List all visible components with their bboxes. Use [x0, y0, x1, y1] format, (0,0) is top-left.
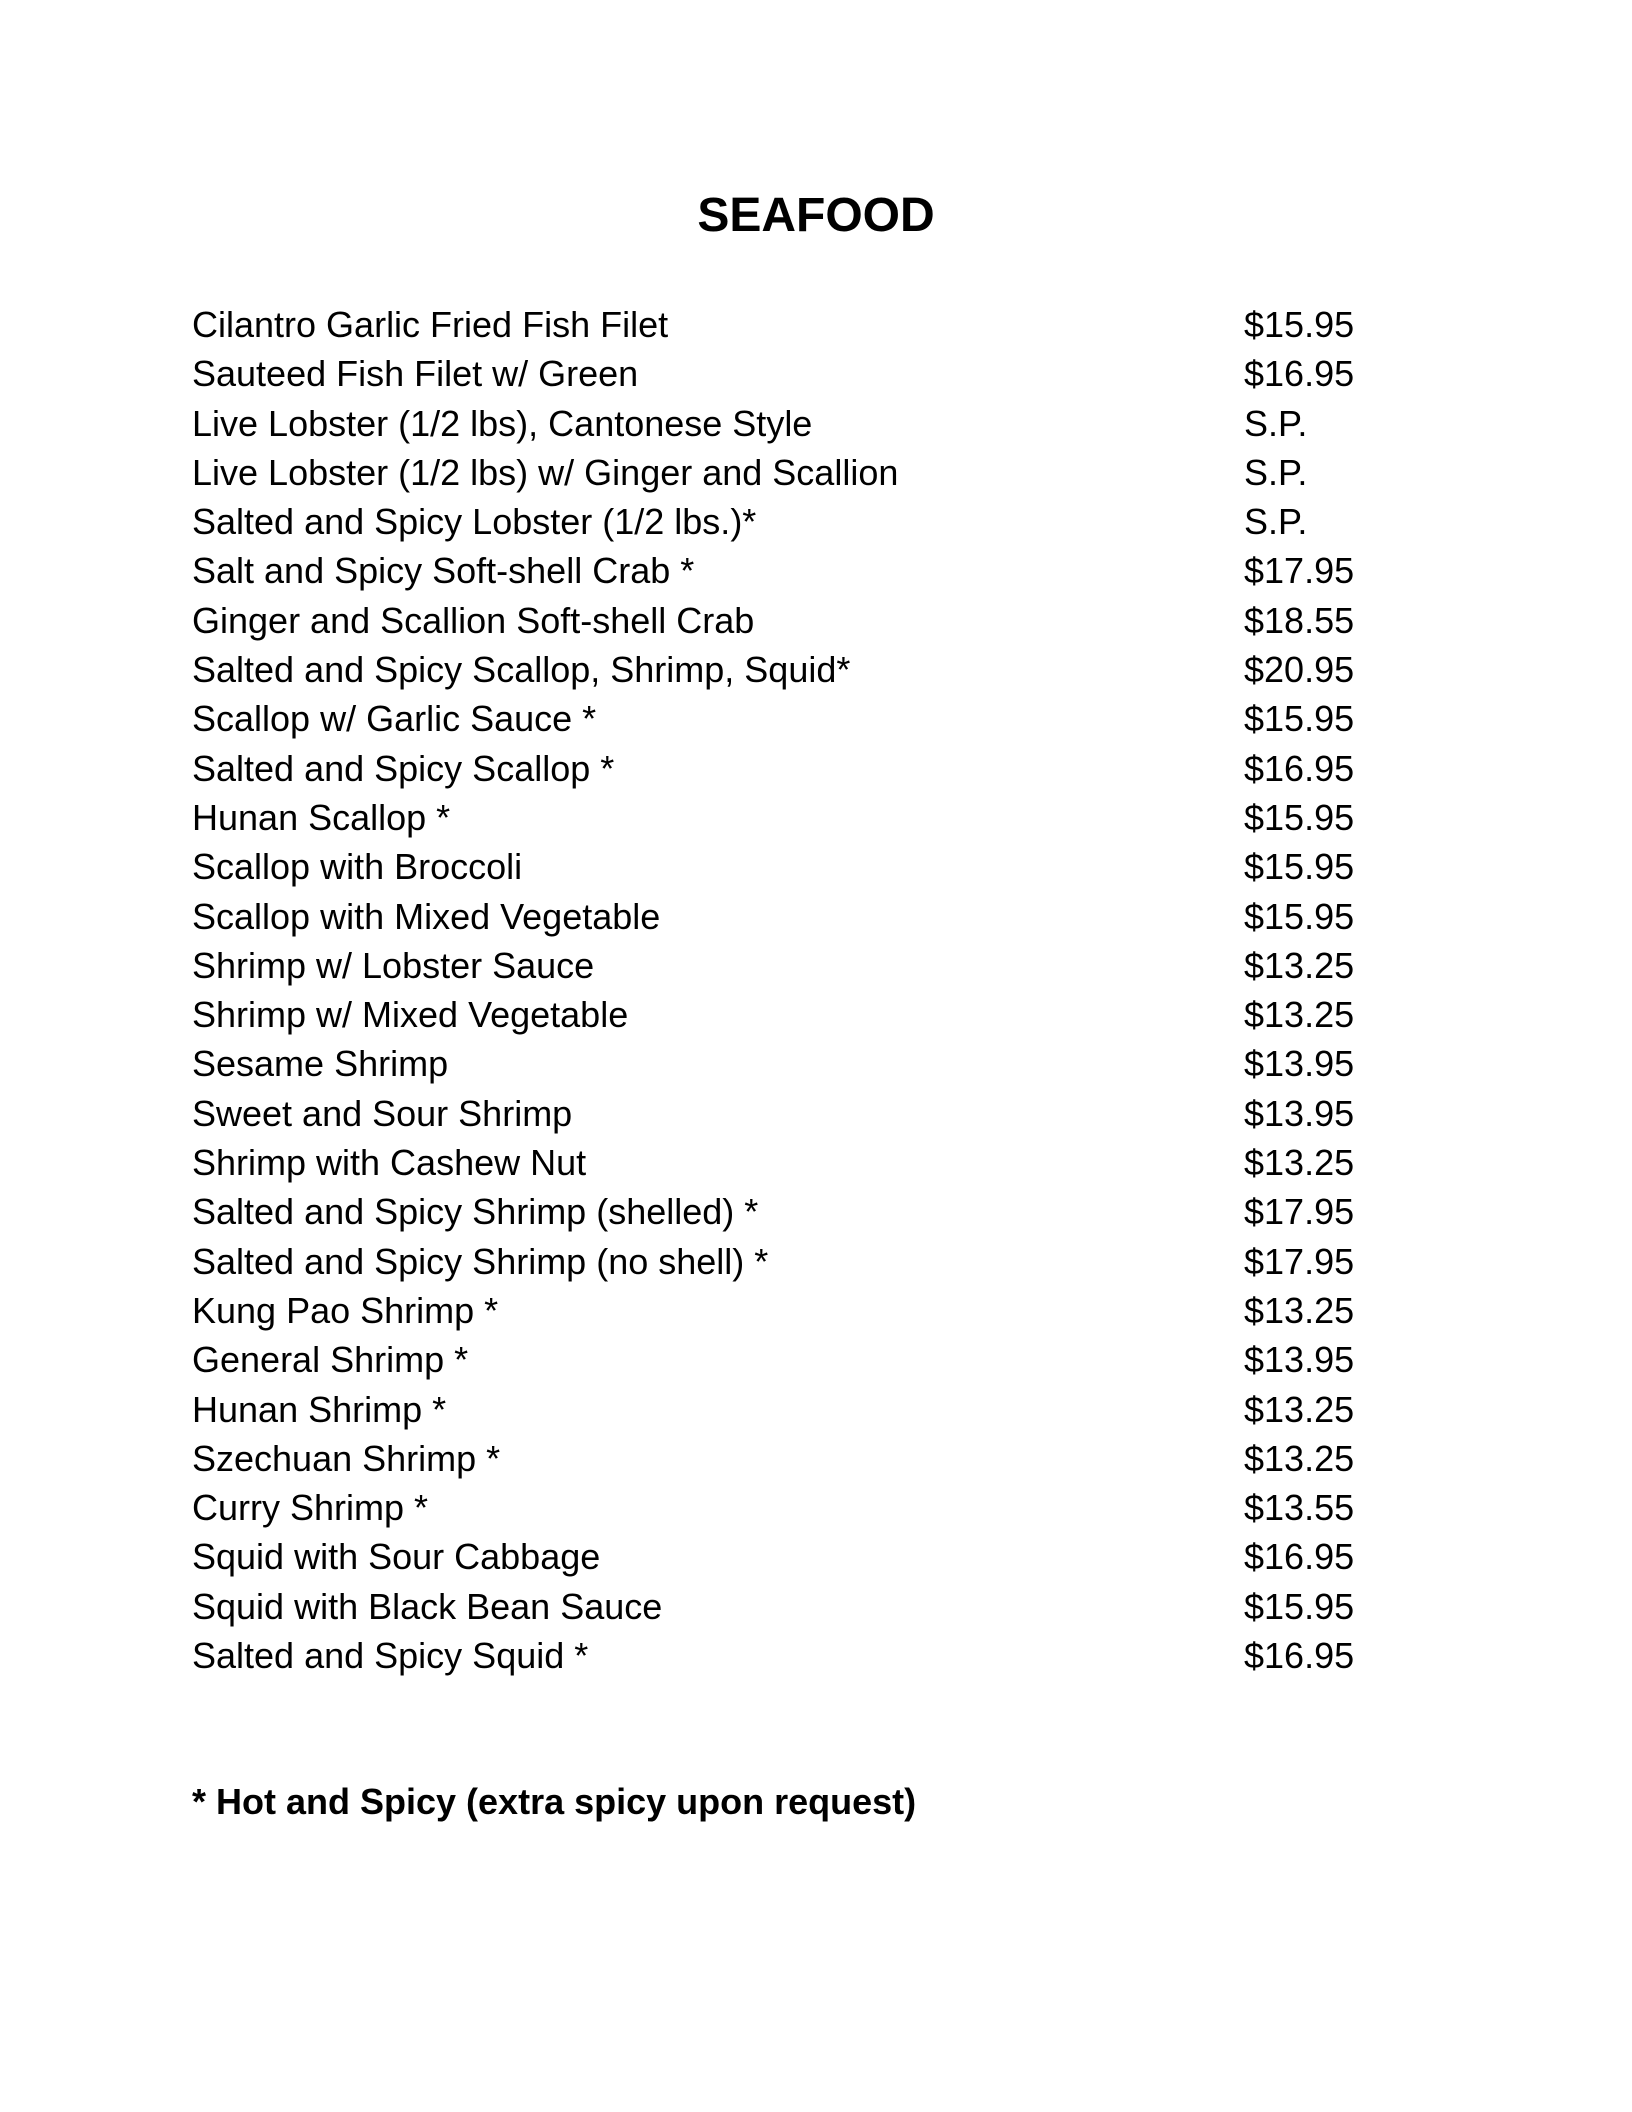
item-name: Scallop with Mixed Vegetable — [192, 895, 661, 937]
menu-item — [192, 448, 1392, 497]
item-name: Live Lobster (1/2 lbs) w/ Ginger and Scallion — [192, 451, 899, 493]
menu-item — [192, 1631, 1392, 1680]
item-price: $16.95 — [1244, 1536, 1355, 1578]
item-name: Salted and Spicy Scallop * — [192, 747, 615, 789]
menu-item — [192, 497, 1392, 546]
menu-item — [192, 793, 1392, 842]
item-price: $13.95 — [1244, 1092, 1355, 1134]
item-price: $17.95 — [1244, 550, 1355, 592]
item-name: Sauteed Fish Filet w/ Green — [192, 353, 639, 395]
menu-item — [192, 1532, 1392, 1581]
item-name: Curry Shrimp * — [192, 1487, 429, 1529]
item-name: Hunan Scallop * — [192, 796, 451, 838]
menu-item — [192, 399, 1392, 448]
item-price: $13.25 — [1244, 1142, 1355, 1184]
item-name: Hunan Shrimp * — [192, 1388, 447, 1430]
menu-item — [192, 546, 1392, 595]
menu-item — [192, 842, 1392, 891]
item-name: Sesame Shrimp — [192, 1043, 449, 1085]
item-price: $15.95 — [1244, 698, 1355, 740]
item-name: Salted and Spicy Shrimp (no shell) * — [192, 1240, 769, 1282]
menu-item — [192, 1483, 1392, 1532]
item-price: $20.95 — [1244, 649, 1355, 691]
item-name: Live Lobster (1/2 lbs), Cantonese Style — [192, 402, 813, 444]
page-title: SEAFOOD — [697, 189, 935, 242]
item-name: Szechuan Shrimp * — [192, 1437, 501, 1479]
item-price: $13.25 — [1244, 1388, 1355, 1430]
item-price: $13.95 — [1244, 1043, 1355, 1085]
item-name: Cilantro Garlic Fried Fish Filet — [192, 304, 669, 345]
item-price: $17.95 — [1244, 1240, 1355, 1282]
menu-item — [192, 1335, 1392, 1384]
item-name: Squid with Sour Cabbage — [192, 1536, 601, 1578]
item-price: $15.95 — [1244, 1585, 1355, 1627]
item-price: $13.95 — [1244, 1339, 1355, 1381]
item-name: General Shrimp * — [192, 1339, 469, 1381]
item-price: $16.95 — [1244, 747, 1355, 789]
item-name: Salt and Spicy Soft-shell Crab * — [192, 550, 695, 592]
item-price: $16.95 — [1244, 353, 1355, 395]
menu-item — [192, 744, 1392, 793]
item-price: $15.95 — [1244, 304, 1355, 345]
item-price: $13.25 — [1244, 1289, 1355, 1331]
menu-item — [192, 596, 1392, 645]
item-name: Salted and Spicy Squid * — [192, 1635, 589, 1677]
item-price: $13.25 — [1244, 994, 1355, 1036]
menu-item — [192, 1385, 1392, 1434]
item-price: S.P. — [1244, 501, 1308, 543]
spicy-footnote: * Hot and Spicy (extra spicy upon request) — [192, 1781, 917, 1822]
menu-item — [192, 1138, 1392, 1187]
item-name: Sweet and Sour Shrimp — [192, 1092, 573, 1134]
menu-item — [192, 300, 1392, 349]
item-name: Shrimp with Cashew Nut — [192, 1142, 587, 1184]
menu-item — [192, 694, 1392, 743]
menu-item — [192, 892, 1392, 941]
menu-item — [192, 941, 1392, 990]
menu-item — [192, 1187, 1392, 1236]
item-price: S.P. — [1244, 402, 1308, 444]
item-price: $16.95 — [1244, 1635, 1355, 1677]
item-name: Shrimp w/ Lobster Sauce — [192, 944, 595, 986]
item-name: Salted and Spicy Scallop, Shrimp, Squid* — [192, 649, 851, 691]
item-price: $13.25 — [1244, 1437, 1355, 1479]
item-name: Ginger and Scallion Soft-shell Crab — [192, 599, 755, 641]
menu-item — [192, 1089, 1392, 1138]
item-price: $18.55 — [1244, 599, 1355, 641]
item-name: Salted and Spicy Shrimp (shelled) * — [192, 1191, 759, 1233]
item-name: Salted and Spicy Lobster (1/2 lbs.)* — [192, 501, 757, 543]
menu-item — [192, 1237, 1392, 1286]
item-price: $17.95 — [1244, 1191, 1355, 1233]
item-price: $13.55 — [1244, 1487, 1355, 1529]
item-name: Scallop with Broccoli — [192, 846, 523, 888]
item-price: $15.95 — [1244, 846, 1355, 888]
item-name: Shrimp w/ Mixed Vegetable — [192, 994, 629, 1036]
item-price: $15.95 — [1244, 895, 1355, 937]
menu-item — [192, 349, 1392, 398]
menu-list — [192, 300, 1392, 1680]
menu-item — [192, 1434, 1392, 1483]
item-name: Scallop w/ Garlic Sauce * — [192, 698, 597, 740]
item-name: Kung Pao Shrimp * — [192, 1289, 499, 1331]
item-price: $15.95 — [1244, 796, 1355, 838]
item-price: S.P. — [1244, 451, 1308, 493]
menu-item — [192, 990, 1392, 1039]
menu-item — [192, 1039, 1392, 1088]
menu-item — [192, 1582, 1392, 1631]
menu-item — [192, 1286, 1392, 1335]
item-price: $13.25 — [1244, 944, 1355, 986]
item-name: Squid with Black Bean Sauce — [192, 1585, 663, 1627]
menu-item — [192, 645, 1392, 694]
